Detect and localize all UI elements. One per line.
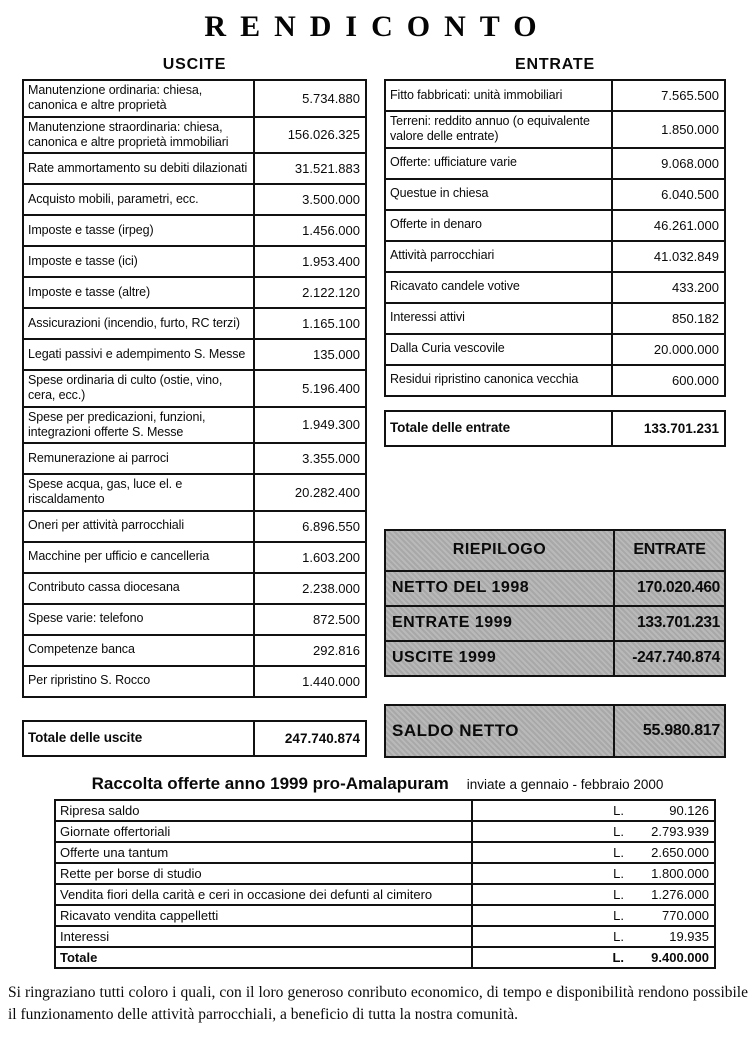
income-label: Ricavato candele votive bbox=[390, 279, 520, 294]
saldo-netto-amount: 55.980.817 bbox=[613, 706, 724, 756]
donation-amount: 90.126 bbox=[669, 802, 709, 818]
uscite-table-row bbox=[24, 216, 365, 247]
uscite-total-amount: 247.740.874 bbox=[253, 722, 365, 755]
riepilogo-row-label: ENTRATE 1999 bbox=[392, 614, 513, 631]
expense-amount: 1.603.200 bbox=[253, 543, 365, 572]
income-amount: 6.040.500 bbox=[611, 180, 724, 209]
income-amount: 46.261.000 bbox=[611, 211, 724, 240]
income-amount: 850.182 bbox=[611, 304, 724, 333]
entrate-table-row bbox=[386, 112, 724, 149]
donation-amount-cell bbox=[471, 906, 714, 925]
entrate-total-amount: 133.701.231 bbox=[611, 412, 724, 445]
expense-amount: 872.500 bbox=[253, 605, 365, 634]
expense-amount: 6.896.550 bbox=[253, 512, 365, 541]
donation-amount: 9.400.000 bbox=[651, 949, 709, 965]
riepilogo-row-label: USCITE 1999 bbox=[392, 649, 497, 666]
currency-symbol: L. bbox=[613, 865, 624, 881]
donation-amount-cell bbox=[471, 948, 714, 967]
donation-label: Rette per borse di studio bbox=[60, 865, 202, 881]
riepilogo-row bbox=[386, 642, 724, 675]
expense-label: Manutenzione ordinaria: chiesa, canonica e altre proprietà bbox=[28, 83, 203, 113]
uscite-header: USCITE bbox=[162, 56, 227, 73]
expense-label: Acquisto mobili, parametri, ecc. bbox=[28, 191, 199, 206]
uscite-table-row bbox=[24, 81, 365, 118]
expense-label: Spese acqua, gas, luce el. e riscaldamento bbox=[28, 477, 183, 507]
entrate-header: ENTRATE bbox=[515, 56, 595, 73]
raccolta-table-row bbox=[56, 864, 714, 885]
uscite-table-row bbox=[24, 185, 365, 216]
income-amount: 433.200 bbox=[611, 273, 724, 302]
uscite-table-row bbox=[24, 154, 365, 185]
uscite-table-row bbox=[24, 636, 365, 667]
expense-amount: 1.165.100 bbox=[253, 309, 365, 338]
donation-label: Giornate offertoriali bbox=[60, 823, 171, 839]
expense-label: Spese per predicazioni, funzioni, integrazioni offerte S. Messe bbox=[28, 409, 206, 439]
income-label: Attività parrocchiari bbox=[390, 248, 495, 263]
raccolta-table-row bbox=[56, 843, 714, 864]
expense-amount: 1.953.400 bbox=[253, 247, 365, 276]
raccolta-table-row bbox=[56, 801, 714, 822]
entrate-table-row bbox=[386, 242, 724, 273]
expense-label: Assicurazioni (incendio, furto, RC terzi) bbox=[28, 315, 240, 330]
acknowledgement-text: Si ringraziano tutti coloro i quali, con il loro generoso conributo economico, di tempo e disponibilità rendono possibile il funzionamento delle attività parrocchiali, a beneficio di tutta la nostra comunità. bbox=[8, 983, 748, 1023]
expense-label: Remunerazione ai parroci bbox=[28, 450, 169, 465]
donation-label: Ricavato vendita cappelletti bbox=[60, 907, 219, 923]
riepilogo-row-label: NETTO DEL 1998 bbox=[392, 579, 530, 596]
expense-amount: 135.000 bbox=[253, 340, 365, 369]
donation-label: Ripresa saldo bbox=[60, 802, 140, 818]
uscite-table-row bbox=[24, 371, 365, 408]
expense-amount: 20.282.400 bbox=[253, 475, 365, 510]
riepilogo-row bbox=[386, 607, 724, 642]
expense-amount: 1.949.300 bbox=[253, 408, 365, 443]
income-label: Dalla Curia vescovile bbox=[390, 341, 505, 356]
uscite-table-row bbox=[24, 278, 365, 309]
riepilogo-row-amount: 133.701.231 bbox=[613, 607, 724, 640]
currency-symbol: L. bbox=[612, 949, 624, 965]
income-amount: 1.850.000 bbox=[611, 112, 724, 147]
uscite-table-row bbox=[24, 408, 365, 445]
income-amount: 600.000 bbox=[611, 366, 724, 395]
donation-amount: 19.935 bbox=[669, 928, 709, 944]
expense-label: Oneri per attività parrocchiali bbox=[28, 518, 184, 533]
income-label: Residui ripristino canonica vecchia bbox=[390, 372, 579, 387]
entrate-total-box bbox=[384, 410, 726, 447]
income-amount: 41.032.849 bbox=[611, 242, 724, 271]
expense-label: Spese varie: telefono bbox=[28, 611, 144, 626]
donation-amount-cell bbox=[471, 843, 714, 862]
entrate-total-label: Totale delle entrate bbox=[390, 419, 511, 435]
expense-amount: 1.456.000 bbox=[253, 216, 365, 245]
expense-amount: 2.238.000 bbox=[253, 574, 365, 603]
currency-symbol: L. bbox=[613, 886, 624, 902]
expense-amount: 292.816 bbox=[253, 636, 365, 665]
expense-label: Manutenzione straordinaria: chiesa, canonica e altre proprietà immobiliari bbox=[28, 119, 229, 149]
income-label: Interessi attivi bbox=[390, 310, 465, 325]
raccolta-table-row bbox=[56, 885, 714, 906]
income-amount: 9.068.000 bbox=[611, 149, 724, 178]
income-label: Terreni: reddito annuo (o equivalente valore delle entrate) bbox=[390, 114, 590, 144]
income-label: Offerte: ufficiature varie bbox=[390, 155, 517, 170]
riepilogo-rows bbox=[386, 572, 724, 675]
currency-symbol: L. bbox=[613, 928, 624, 944]
income-label: Offerte in denaro bbox=[390, 217, 482, 232]
entrate-table-row bbox=[386, 180, 724, 211]
expense-label: Imposte e tasse (irpeg) bbox=[28, 222, 154, 237]
income-label: Fitto fabbricati: unità immobiliari bbox=[390, 87, 563, 102]
expense-amount: 3.355.000 bbox=[253, 444, 365, 473]
donation-label: Interessi bbox=[60, 928, 110, 944]
uscite-table-row bbox=[24, 574, 365, 605]
uscite-total-box bbox=[22, 720, 367, 757]
donation-amount-cell bbox=[471, 864, 714, 883]
raccolta-table-row bbox=[56, 822, 714, 843]
income-label: Questue in chiesa bbox=[390, 186, 489, 201]
expense-label: Imposte e tasse (altre) bbox=[28, 284, 151, 299]
donation-amount-cell bbox=[471, 927, 714, 946]
riepilogo-table bbox=[384, 529, 726, 677]
donation-amount: 2.793.939 bbox=[651, 823, 709, 839]
donation-amount: 770.000 bbox=[662, 907, 709, 923]
expense-amount: 5.196.400 bbox=[253, 371, 365, 406]
donation-amount: 2.650.000 bbox=[651, 844, 709, 860]
raccolta-section bbox=[0, 774, 755, 969]
expense-label: Imposte e tasse (ici) bbox=[28, 253, 138, 268]
expense-amount: 2.122.120 bbox=[253, 278, 365, 307]
raccolta-heading bbox=[0, 774, 755, 794]
expense-amount: 5.734.880 bbox=[253, 81, 365, 116]
expense-label: Macchine per ufficio e cancelleria bbox=[28, 549, 210, 564]
entrate-table-row bbox=[386, 149, 724, 180]
donation-label: Totale bbox=[60, 949, 98, 965]
expense-amount: 1.440.000 bbox=[253, 667, 365, 696]
raccolta-table-row bbox=[56, 948, 714, 967]
raccolta-table-row bbox=[56, 927, 714, 948]
income-amount: 20.000.000 bbox=[611, 335, 724, 364]
riepilogo-header-value: ENTRATE bbox=[613, 531, 724, 570]
riepilogo-row-amount: -247.740.874 bbox=[613, 642, 724, 675]
expense-amount: 3.500.000 bbox=[253, 185, 365, 214]
expense-amount: 156.026.325 bbox=[253, 118, 365, 153]
uscite-table-row bbox=[24, 543, 365, 574]
raccolta-title: Raccolta offerte anno 1999 pro-Amalapuram bbox=[91, 773, 449, 793]
entrate-table-row bbox=[386, 304, 724, 335]
entrate-table-row bbox=[386, 81, 724, 112]
entrate-column bbox=[384, 56, 726, 758]
donation-label: Offerte una tantum bbox=[60, 844, 169, 860]
uscite-table-row bbox=[24, 667, 365, 696]
donation-amount-cell bbox=[471, 801, 714, 820]
currency-symbol: L. bbox=[613, 844, 624, 860]
page-title: RENDICONTO bbox=[204, 10, 551, 43]
donation-amount-cell bbox=[471, 822, 714, 841]
entrate-table-row bbox=[386, 335, 724, 366]
riepilogo-row-amount: 170.020.460 bbox=[613, 572, 724, 605]
uscite-table-row bbox=[24, 444, 365, 475]
expense-label: Rate ammortamento su debiti dilazionati bbox=[28, 160, 248, 175]
uscite-table-row bbox=[24, 475, 365, 512]
entrate-table bbox=[384, 79, 726, 397]
entrate-table-row bbox=[386, 273, 724, 304]
expense-label: Contributo cassa diocesana bbox=[28, 580, 180, 595]
riepilogo-row bbox=[386, 572, 724, 607]
donation-amount: 1.800.000 bbox=[651, 865, 709, 881]
donation-amount-cell bbox=[471, 885, 714, 904]
currency-symbol: L. bbox=[613, 802, 624, 818]
uscite-table-row bbox=[24, 247, 365, 278]
donation-amount: 1.276.000 bbox=[651, 886, 709, 902]
entrate-table-row bbox=[386, 211, 724, 242]
donation-label: Vendita fiori della carità e ceri in occasione dei defunti al cimitero bbox=[60, 886, 433, 902]
raccolta-subtitle: inviate a gennaio - febbraio 2000 bbox=[466, 776, 664, 792]
uscite-table-row bbox=[24, 118, 365, 155]
raccolta-table bbox=[54, 799, 716, 969]
saldo-netto-label: SALDO NETTO bbox=[386, 706, 613, 756]
currency-symbol: L. bbox=[613, 907, 624, 923]
uscite-table-row bbox=[24, 605, 365, 636]
income-amount: 7.565.500 bbox=[611, 81, 724, 110]
uscite-table bbox=[22, 79, 367, 698]
uscite-table-row bbox=[24, 340, 365, 371]
expense-label: Spese ordinaria di culto (ostie, vino, cera, ecc.) bbox=[28, 373, 223, 403]
expense-label: Per ripristino S. Rocco bbox=[28, 673, 151, 688]
raccolta-table-row bbox=[56, 906, 714, 927]
entrate-table-row bbox=[386, 366, 724, 395]
riepilogo-header-row bbox=[386, 531, 724, 572]
two-column-layout bbox=[0, 56, 755, 758]
expense-label: Competenze banca bbox=[28, 642, 135, 657]
uscite-column bbox=[22, 56, 367, 758]
expense-amount: 31.521.883 bbox=[253, 154, 365, 183]
expense-label: Legati passivi e adempimento S. Messe bbox=[28, 346, 246, 361]
uscite-total-label: Totale delle uscite bbox=[28, 729, 143, 745]
uscite-table-row bbox=[24, 309, 365, 340]
riepilogo-header-label: RIEPILOGO bbox=[452, 541, 547, 558]
saldo-netto-box bbox=[384, 704, 726, 758]
uscite-table-row bbox=[24, 512, 365, 543]
currency-symbol: L. bbox=[613, 823, 624, 839]
